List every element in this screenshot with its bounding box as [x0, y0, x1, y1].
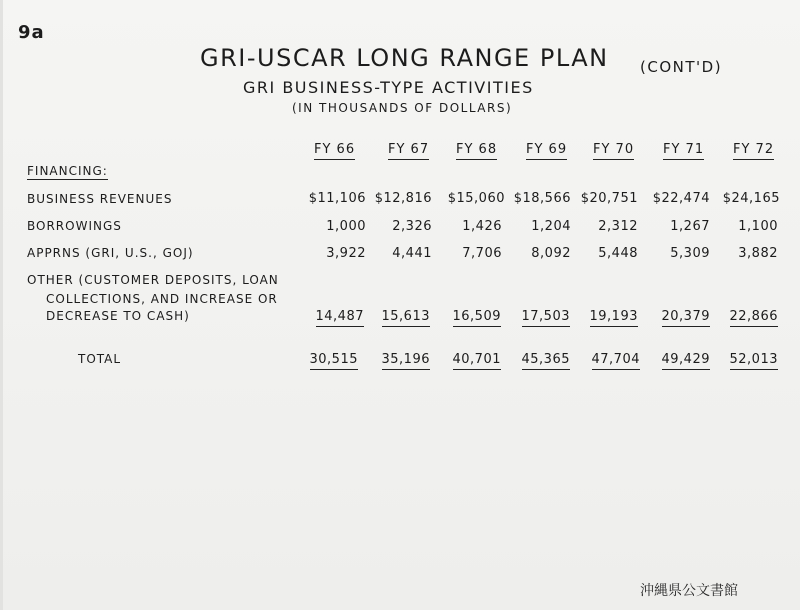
- row-label-borrowings: BORROWINGS: [27, 219, 122, 233]
- document-subtitle: GRI BUSINESS-TYPE ACTIVITIES: [243, 78, 534, 97]
- table-cell: 19,193: [590, 309, 639, 327]
- total-cell: 47,704: [592, 352, 641, 370]
- total-cell: 49,429: [662, 352, 711, 370]
- table-cell: 22,866: [730, 309, 779, 327]
- table-cell: 5,309: [670, 246, 710, 261]
- table-cell: $18,566: [513, 191, 571, 206]
- table-cell: 2,326: [392, 219, 432, 234]
- paper-edge: [0, 0, 3, 610]
- table-cell: 17,503: [522, 309, 571, 327]
- table-cell: 14,487: [316, 309, 365, 327]
- document-title: GRI-USCAR LONG RANGE PLAN: [200, 44, 609, 72]
- table-cell: 3,882: [738, 246, 778, 261]
- table-cell: 1,000: [326, 219, 366, 234]
- column-header-fy71: FY 71: [663, 142, 704, 160]
- table-cell: $11,106: [308, 191, 366, 206]
- table-cell: 1,100: [738, 219, 778, 234]
- table-cell: 1,426: [462, 219, 502, 234]
- column-header-fy68: FY 68: [456, 142, 497, 160]
- title-suffix: (CONT'D): [640, 58, 723, 76]
- total-cell: 40,701: [453, 352, 502, 370]
- archive-stamp: 沖縄県公文書館: [640, 583, 738, 599]
- column-header-fy67: FY 67: [388, 142, 429, 160]
- units-note: (IN THOUSANDS OF DOLLARS): [292, 101, 513, 115]
- table-cell: 16,509: [453, 309, 502, 327]
- total-cell: 35,196: [382, 352, 431, 370]
- table-cell: 5,448: [598, 246, 638, 261]
- table-cell: $22,474: [652, 191, 710, 206]
- row-label-total: TOTAL: [78, 352, 122, 366]
- page-number: 9a: [18, 22, 45, 43]
- row-label-other-line1: OTHER (CUSTOMER DEPOSITS, LOAN: [27, 273, 279, 287]
- table-cell: 4,441: [392, 246, 432, 261]
- total-cell: 52,013: [730, 352, 779, 370]
- row-label-other-line3: DECREASE TO CASH): [46, 309, 190, 323]
- table-cell: 3,922: [326, 246, 366, 261]
- total-cell: 30,515: [310, 352, 359, 370]
- section-label-financing: FINANCING:: [27, 164, 108, 178]
- column-header-fy72: FY 72: [733, 142, 774, 160]
- table-cell: 2,312: [598, 219, 638, 234]
- table-cell: 8,092: [531, 246, 571, 261]
- table-cell: 7,706: [462, 246, 502, 261]
- column-header-fy69: FY 69: [526, 142, 567, 160]
- table-cell: 20,379: [662, 309, 711, 327]
- column-header-fy66: FY 66: [314, 142, 355, 160]
- row-label-business-revenues: BUSINESS REVENUES: [27, 192, 173, 206]
- table-cell: 1,267: [670, 219, 710, 234]
- row-label-other-line2: COLLECTIONS, AND INCREASE OR: [46, 292, 278, 306]
- row-label-apprns: APPRNS (GRI, U.S., GOJ): [27, 246, 194, 260]
- table-cell: $15,060: [447, 191, 505, 206]
- column-header-fy70: FY 70: [593, 142, 634, 160]
- total-cell: 45,365: [522, 352, 571, 370]
- table-cell: 1,204: [531, 219, 571, 234]
- table-cell: 15,613: [382, 309, 431, 327]
- table-cell: $24,165: [722, 191, 780, 206]
- table-cell: $20,751: [580, 191, 638, 206]
- table-cell: $12,816: [374, 191, 432, 206]
